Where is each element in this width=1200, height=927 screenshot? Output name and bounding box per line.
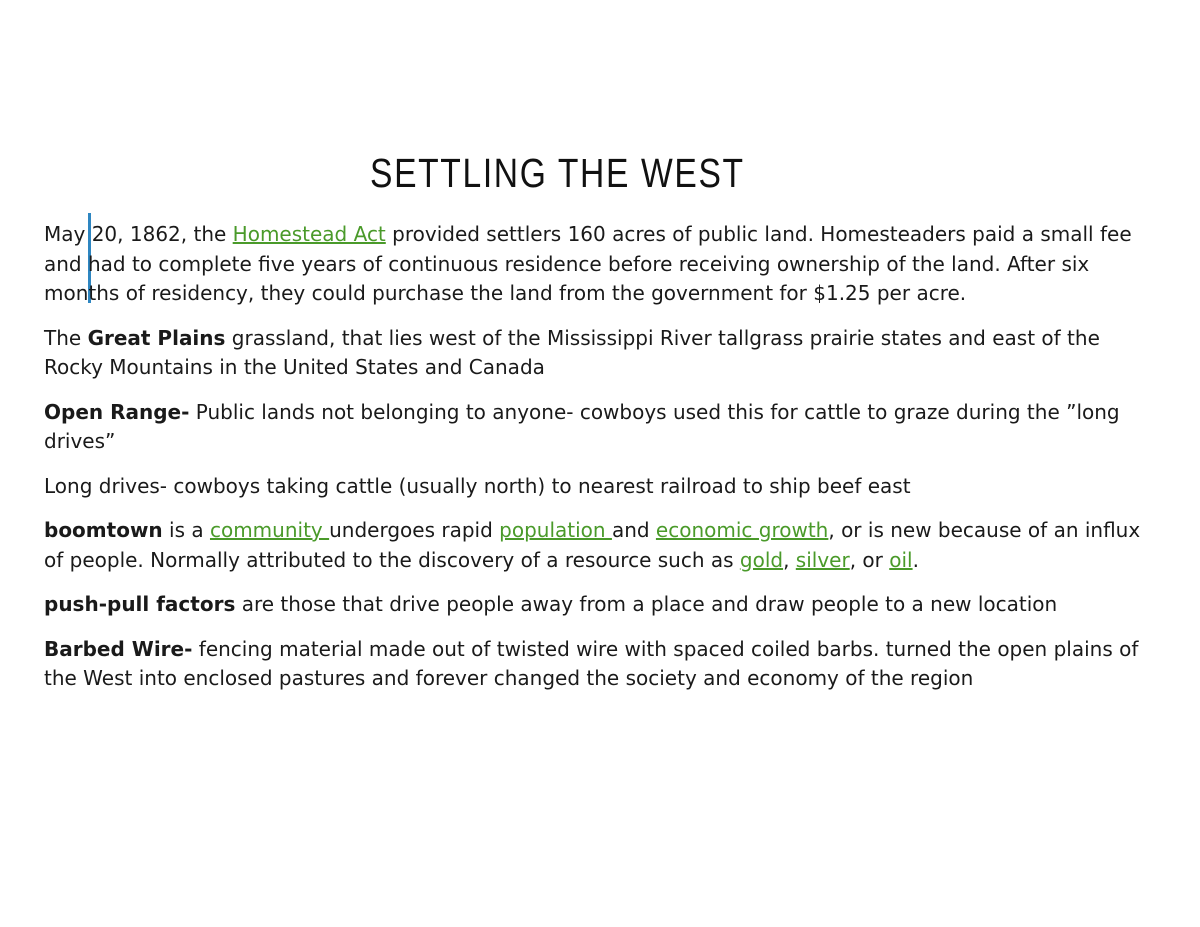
text: , or [849, 547, 890, 572]
text: and [611, 518, 656, 542]
economic-growth-link[interactable]: economic growth [655, 518, 829, 542]
text: is a [162, 518, 210, 542]
boomtown-paragraph [44, 516, 1164, 575]
text: fencing material made out of twisted wire with spaced coiled barbs. turned the open plains of the West into enclosed pastures and forever changed the society and economy of the region [44, 636, 1139, 690]
text: grassland, that lies west of the Mississippi River tallgrass prairie states and east of the Rocky Mountains in the United States and Canada [44, 325, 1100, 379]
push-pull-paragraph [44, 590, 1164, 620]
barbed-wire-paragraph [44, 635, 1164, 694]
open-range-paragraph [44, 398, 1164, 457]
text: Long drives- cowboys taking cattle (usually north) to nearest railroad to ship beef east [44, 473, 911, 498]
text: May 20, 1862, the [44, 222, 233, 246]
text: Public lands not belonging to anyone- cowboys used this for cattle to graze during the ”long drives” [44, 399, 1120, 453]
population-link[interactable]: population [499, 518, 612, 542]
term: Great Plains [87, 325, 226, 350]
term: push-pull factors [44, 592, 236, 616]
great-plains-paragraph [44, 324, 1164, 383]
community-link[interactable]: community [209, 518, 330, 542]
gold-link[interactable]: gold [739, 547, 784, 572]
slide-title: SETTLING THE WEST [370, 150, 745, 196]
slide-body[interactable] [44, 220, 1164, 709]
text: . [912, 547, 919, 572]
text: undergoes rapid [329, 518, 500, 542]
text: , [783, 547, 796, 572]
text: The [44, 325, 88, 350]
text: provided settlers 160 acres of public land. Homesteaders paid a small fee and had to complete five years of continuous residence before receiving ownership of the land. After six months of residency, they could purchase the land from the government for $1.25 per acre. [44, 222, 1132, 305]
term: Open Range- [44, 399, 190, 424]
text: , or is new because of an influx of people. Normally attributed to the discovery of a resource such as [44, 518, 1141, 572]
homestead-paragraph [44, 220, 1164, 309]
term: boomtown [44, 518, 163, 542]
term: Barbed Wire- [44, 636, 193, 661]
homestead-act-link[interactable]: Homestead Act [232, 222, 386, 246]
long-drives-paragraph [44, 472, 1164, 502]
text: are those that drive people away from a place and draw people to a new location [235, 592, 1058, 616]
oil-link[interactable]: oil [889, 547, 913, 572]
silver-link[interactable]: silver [795, 547, 850, 572]
